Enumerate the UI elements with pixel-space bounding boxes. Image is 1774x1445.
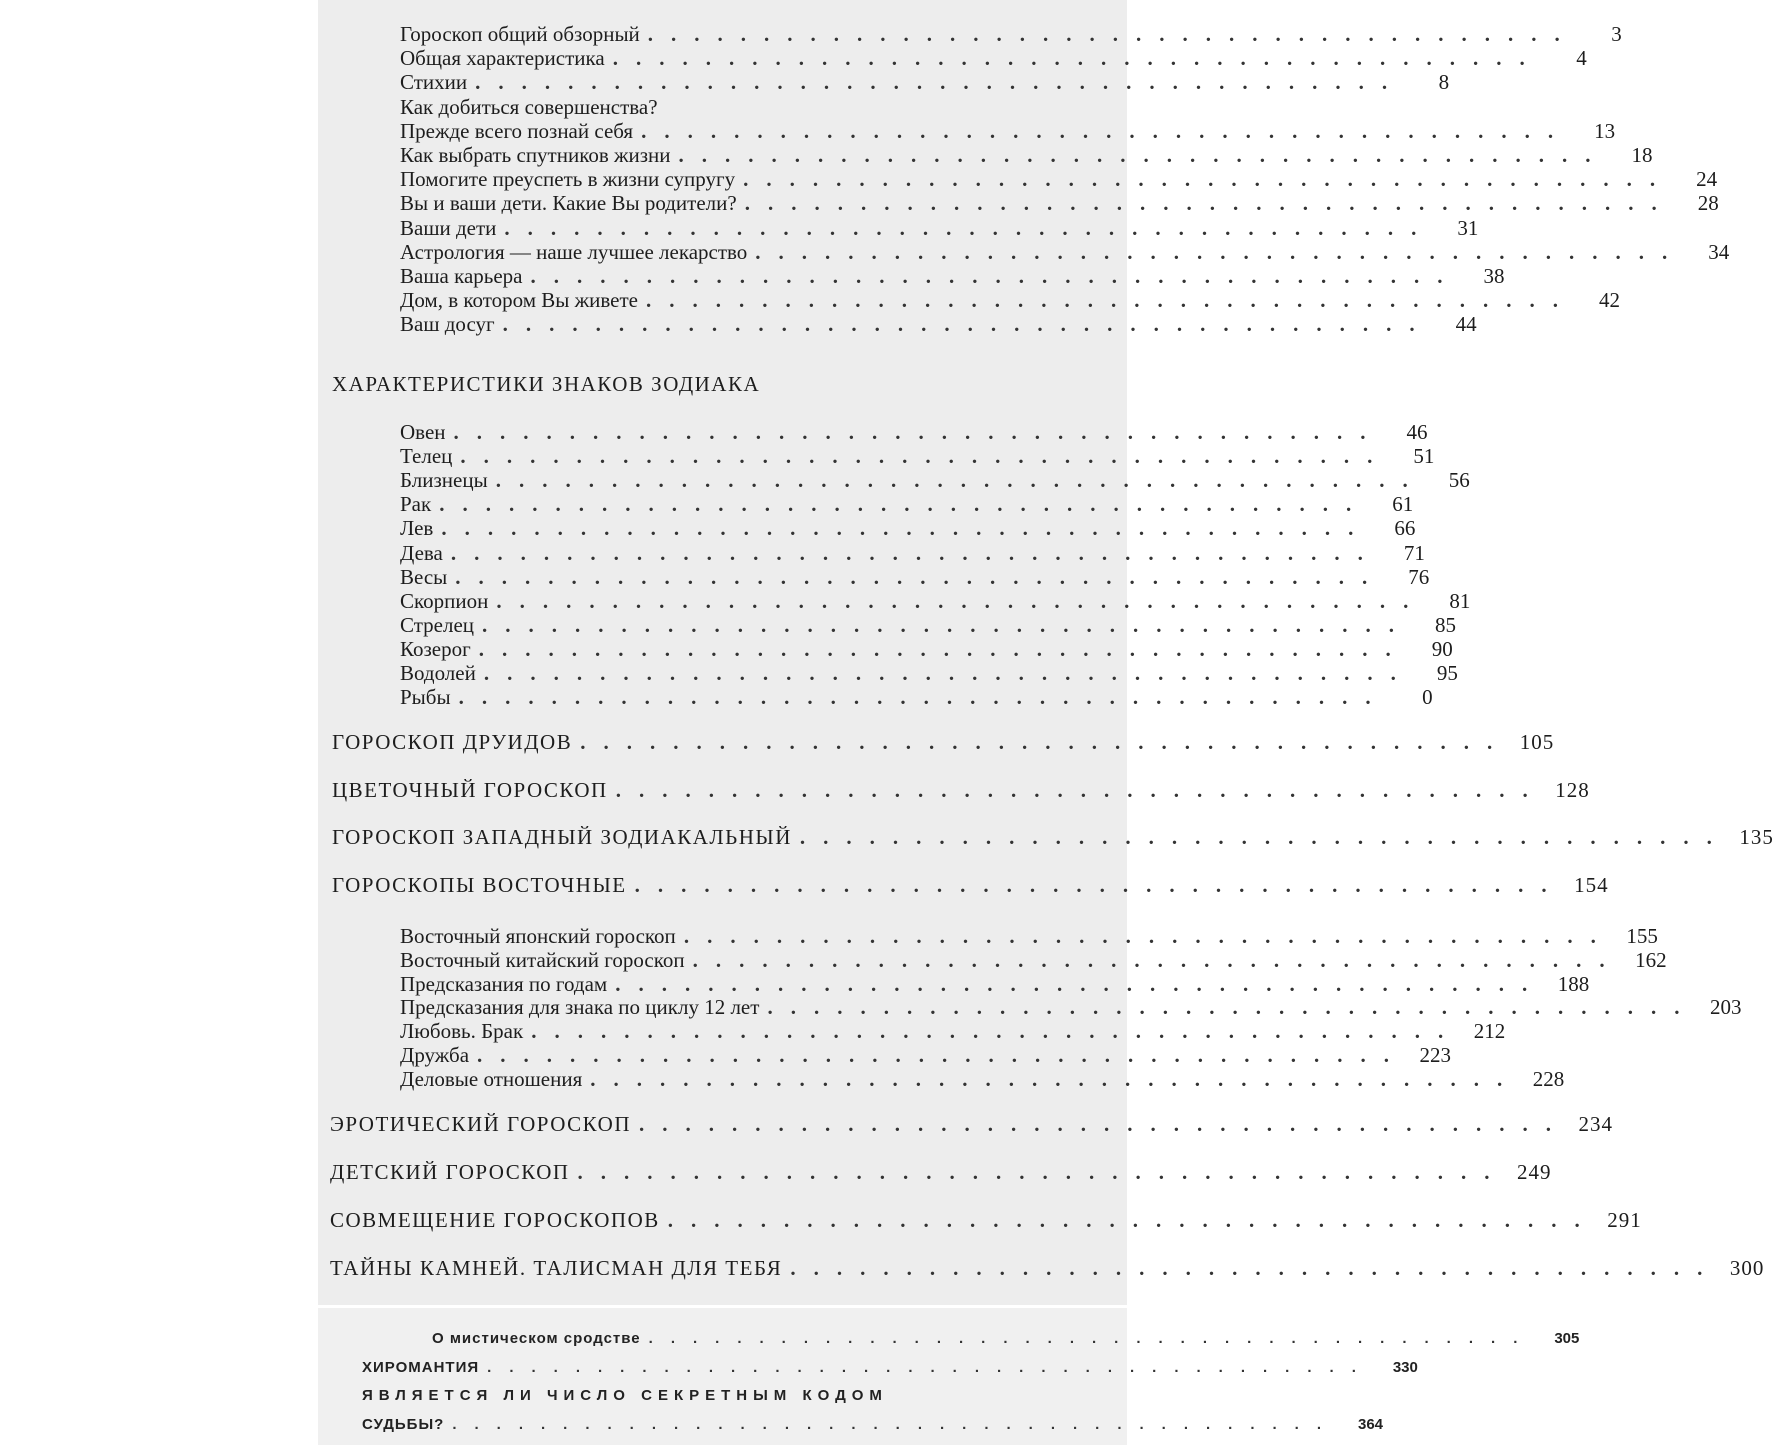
toc-leader-dots: ........................................ [744,191,1675,216]
toc-leader-dots: ........................................ [441,516,1372,541]
toc-entry-title: Вы и ваши дети. Какие Вы родители? [400,191,737,216]
toc-entry [400,167,1718,193]
toc-leader-dots: ........................................ [615,777,1546,802]
toc-entry-page: 162 [1635,947,1667,972]
toc-entry-title: Дева [400,540,443,565]
toc-entry-page: 38 [1483,264,1505,288]
toc-entry-title: Телец [400,444,453,469]
toc-entry [400,612,1457,639]
toc-entry-page: 135 [1739,825,1774,849]
toc-leader-dots: ........................................ [612,46,1543,71]
toc-leader-dots: ........................................ [799,825,1730,849]
toc-entry [400,312,1477,338]
toc-entry-title: ГОРОСКОП ЗАПАДНЫЙ ЗОДИАКАЛЬНЫЙ [332,825,792,849]
toc-entry-page: 155 [1626,924,1658,948]
toc-entry-title: Дом, в котором Вы живете [400,288,639,313]
toc-entry [362,1387,1093,1413]
toc-entry-title: Стрелец [400,612,475,637]
toc-leader-dots: ........................................ [504,215,1435,240]
toc-entry-page: 31 [1457,215,1479,240]
toc-leader-dots: ........................................ [502,312,1433,337]
toc-leader-dots: ........................................ [767,995,1698,1020]
toc-entry [400,239,1730,266]
toc-leader-dots: ........................................ [641,118,1572,143]
toc-entry [400,95,1077,121]
toc-leader-dots: ........................................ [458,685,1389,710]
toc-entry-title: Весы [400,564,448,589]
toc-entry [332,777,1590,804]
toc-leader-dots: ........................................ [496,588,1427,613]
toc-entry-title: Астрология — наше лучшее лекарство [400,239,748,264]
toc-leader-dots: ........................................ [482,612,1413,637]
toc-entry-page: 0 [1422,685,1433,710]
toc-entry-page: 105 [1519,730,1555,754]
toc-entry-title: Помогите преуспеть в жизни супругу [400,167,736,192]
toc-entry-page: 3 [1611,22,1622,46]
toc-entry-page: 203 [1709,995,1742,1020]
toc-entry-title: Дружба [400,1043,470,1067]
toc-entry [332,872,1609,899]
toc-entry-page: 291 [1607,1208,1642,1232]
toc-leader-dots: ........................................ [531,1019,1462,1044]
toc-entry-title: Близнецы [400,468,488,493]
toc-entry-title: ГОРОСКОП ДРУИДОВ [332,730,573,754]
toc-entry-page: 128 [1555,777,1590,802]
toc-entry [400,661,1458,687]
toc-leader-dots: ........................................ [755,239,1686,264]
toc-entry-title: ЦВЕТОЧНЫЙ ГОРОСКОП [332,777,608,802]
toc-entry-page: 42 [1599,288,1621,313]
toc-entry-title: ЭРОТИЧЕСКИЙ ГОРОСКОП [330,1112,631,1136]
toc-entry [400,1043,1452,1069]
toc-leader-dots: ........................................ [648,1330,1536,1347]
toc-entry [400,588,1471,615]
toc-entry [362,1358,1418,1385]
toc-entry-page: 249 [1517,1160,1552,1184]
toc-leader-dots: ........................................ [683,924,1614,948]
toc-entry [332,825,1774,851]
toc-entry-title: Деловые отношения [400,1066,583,1091]
toc-entry-page: 330 [1392,1358,1418,1376]
toc-entry-page: 46 [1406,420,1428,444]
toc-entry-page: 66 [1394,516,1416,541]
toc-leader-dots: ........................................ [634,872,1565,897]
toc-leader-dots: ........................................ [639,1112,1569,1136]
toc-entry-page: 228 [1532,1066,1565,1091]
toc-entry [400,971,1590,998]
toc-entry [400,70,1450,96]
toc-entry-title: ХИРОМАНТИЯ [362,1358,480,1376]
toc-entry [362,1415,1384,1442]
toc-entry-title: Скорпион [400,588,489,613]
toc-entry-title: ГОРОСКОПЫ ВОСТОЧНЫЕ [332,872,627,897]
toc-entry [400,118,1616,145]
toc-entry [330,1160,1552,1186]
toc-entry-title: Рак [400,492,432,517]
toc-entry-title: ДЕТСКИЙ ГОРОСКОП [330,1160,570,1184]
toc-entry-page: 212 [1473,1019,1506,1044]
toc-entry-page: 13 [1594,118,1616,143]
toc-leader-dots: ........................................ [450,540,1381,565]
toc-entry-page: 34 [1708,239,1730,264]
toc-leader-dots: ........................................ [475,70,1406,95]
toc-entry-title: Козерог [400,636,471,661]
toc-entry-page: 305 [1554,1330,1580,1347]
toc-entry-page: 56 [1448,468,1470,493]
toc-entry-title: Ваш досуг [400,312,495,337]
toc-entry [400,540,1425,567]
toc-leader-dots: ........................................ [790,1256,1721,1280]
toc-entry [330,1112,1613,1138]
toc-entry-title: СОВМЕЩЕНИЕ ГОРОСКОПОВ [330,1208,660,1232]
toc-entry-title: Лев [400,516,434,541]
toc-entry-page: 4 [1576,46,1587,71]
toc-entry-title: Любовь. Брак [400,1019,524,1044]
toc-entry-title: Предсказания для знака по циклу 12 лет [400,995,760,1020]
toc-entry-title: Предсказания по годам [400,971,608,996]
toc-entry [400,1066,1565,1093]
toc-entry [432,1330,1580,1356]
toc-entry [400,516,1416,542]
toc-entry [400,995,1742,1021]
toc-leader-dots: ........................................ [646,288,1577,313]
toc-entry [400,947,1667,974]
toc-entry-title: ЯВЛЯЕТСЯ ЛИ ЧИСЛО СЕКРЕТНЫМ КОДОМ [362,1387,888,1404]
toc-entry-page: 44 [1455,312,1477,337]
toc-entry [400,444,1435,470]
zodiac-section-header: ХАРАКТЕРИСТИКИ ЗНАКОВ ЗОДИАКА [332,372,761,396]
toc-leader-dots: ........................................ [483,661,1414,685]
toc-leader-dots: ........................................ [453,420,1384,444]
toc-entry-title: Водолей [400,661,476,685]
toc-entry-page: 24 [1696,167,1718,192]
toc-entry [400,191,1719,217]
toc-entry-page: 234 [1578,1112,1613,1136]
toc-entry-page: 8 [1438,70,1450,95]
toc-entry [400,288,1621,314]
toc-entry-page: 154 [1574,872,1609,897]
toc-entry [400,924,1658,950]
toc-leader-dots: ........................................ [487,1358,1374,1376]
toc-leader-dots: ........................................ [439,492,1370,517]
toc-entry-title: ТАЙНЫ КАМНЕЙ. ТАЛИСМАН ДЛЯ ТЕБЯ [330,1256,783,1280]
toc-entry [330,1208,1642,1234]
toc-entry-page: 300 [1729,1256,1765,1280]
toc-entry [400,564,1430,591]
toc-entry [330,1256,1765,1282]
toc-leader-dots: ........................................ [580,730,1511,754]
toc-leader-dots: ........................................ [615,971,1546,996]
toc-entry-page: 223 [1419,1043,1452,1067]
toc-entry [400,264,1505,290]
toc-leader-dots: ........................................ [743,167,1674,192]
toc-entry-page: 85 [1435,612,1457,637]
toc-entry-page: 28 [1697,191,1719,216]
toc-leader-dots: ........................................ [478,636,1409,661]
toc-entry-title: Общая характеристика [400,46,605,71]
toc-entry-page: 18 [1631,143,1653,167]
toc-entry-title: Как добиться совершенства? [400,94,658,119]
toc-leader-dots: ........................................ [455,564,1386,589]
toc-entry [400,685,1433,711]
toc-entry [400,420,1428,446]
toc-entry [400,1019,1506,1045]
toc-leader-dots: ........................................ [530,264,1461,288]
toc-leader-dots: ........................................ [667,1208,1598,1232]
toc-leader-dots: ........................................ [460,444,1391,469]
toc-leader-dots: ........................................ [495,468,1426,493]
toc-leader-dots: ........................................ [477,1043,1408,1067]
toc-entry [400,215,1479,242]
toc-leader-dots: ........................................ [678,143,1609,167]
toc-entry-title: СУДЬБЫ? [362,1415,445,1433]
toc-entry [400,143,1653,169]
toc-entry-title: Гороскоп общий обзорный [400,22,640,46]
toc-entry-title: Стихии [400,70,468,95]
toc-entry-title: Восточный японский гороскоп [400,924,676,948]
toc-entry-title: Как выбрать спутников жизни [400,143,671,167]
toc-entry [400,468,1470,494]
toc-leader-dots: ........................................ [452,1415,1340,1433]
toc-entry [400,636,1453,663]
toc-entry-title: Восточный китайский гороскоп [400,947,685,972]
toc-entry-title: О мистическом сродстве [432,1330,641,1347]
toc-leader-dots: ........................................ [692,947,1623,972]
toc-entry-page: 51 [1413,444,1435,469]
toc-entry-title: Овен [400,420,446,444]
toc-leader-dots: ........................................ [590,1066,1521,1091]
toc-entry-page: 364 [1357,1415,1384,1433]
toc-entry-page: 76 [1408,564,1430,589]
toc-entry-page: 61 [1392,492,1414,517]
toc-entry-page: 81 [1449,588,1471,613]
toc-entry-page: 71 [1403,540,1425,565]
toc-entry-title: Ваши дети [400,215,497,240]
toc-entry [400,22,1622,48]
toc-entry [400,492,1414,518]
toc-entry-title: Прежде всего познай себя [400,118,634,143]
toc-entry-page: 90 [1431,636,1453,661]
toc-entry [332,730,1555,756]
toc-entry-title: Ваша карьера [400,264,523,288]
toc-entry-title: Рыбы [400,685,451,710]
toc-entry [400,46,1587,72]
toc-leader-dots: ........................................ [647,22,1578,46]
toc-entry-page: 188 [1557,971,1590,996]
toc-leader-dots: ........................................ [577,1160,1508,1184]
toc-entry-page: 95 [1436,661,1458,685]
